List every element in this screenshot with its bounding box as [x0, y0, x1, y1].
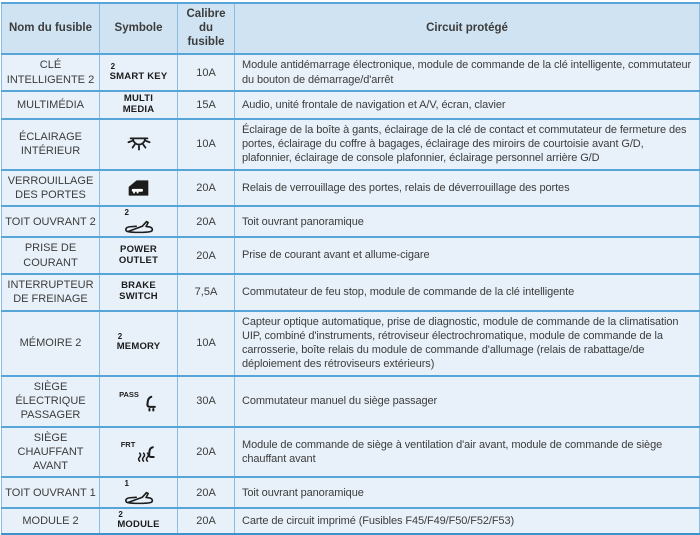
fuse-name-cell: SIÈGE CHAUFFANT AVANT [2, 427, 100, 478]
fuse-symbol-cell [100, 477, 178, 508]
fuse-symbol-cell [100, 170, 178, 207]
fuse-table-header [2, 3, 700, 54]
fuse-rating-cell: 20A [178, 170, 235, 207]
table-row [2, 508, 700, 534]
symbol-main [110, 72, 168, 83]
table-row [2, 91, 700, 119]
table-row [2, 477, 700, 508]
fuse-name-cell: CLÉ INTELLIGENTE 2 [2, 54, 100, 91]
table-row [2, 427, 700, 478]
symbol-text: SMART KEY [109, 70, 168, 82]
table-row [2, 54, 700, 91]
fuse-symbol-cell [100, 311, 178, 376]
fuse-circuit-cell: Prise de courant avant et allume-cigare [235, 237, 700, 274]
fuse-rating-cell: 30A [178, 376, 235, 427]
fuse-name-cell: MÉMOIRE 2 [2, 311, 100, 376]
symbol-main [119, 245, 158, 267]
fuse-symbol [117, 511, 159, 531]
symbol-main [117, 520, 159, 531]
fuse-rating-cell: 15A [178, 91, 235, 119]
symbol-superscript: 1 [124, 479, 129, 489]
fuse-symbol [117, 333, 161, 353]
fuse-circuit-cell: Capteur optique automatique, prise de diagnostic, module de commande de la climatisation UIP, combiné d'instruments, rétroviseur électrochromatique, module de commande de la carrosserie, boîte relais du module de commande d'allumage (relais de rabattage/de déploiement des rétroviseurs extérieurs) [235, 311, 700, 376]
fuse-symbol [124, 480, 154, 505]
symbol-text: POWER OUTLET [118, 243, 159, 266]
symbol-main [119, 390, 158, 413]
fuse-rating-cell: 10A [178, 54, 235, 91]
symbol-main [124, 489, 154, 505]
sunroof-car-icon [124, 218, 154, 234]
header-row [2, 3, 700, 54]
fuse-name-cell: VERROUILLAGE DES PORTES [2, 170, 100, 207]
fuse-name-cell: TOIT OUVRANT 1 [2, 477, 100, 508]
fuse-symbol [126, 179, 151, 197]
fuse-symbol-cell [100, 119, 178, 170]
fuse-rating-cell: 10A [178, 311, 235, 376]
fuse-circuit-cell: Module antidémarrage électronique, module de commande de la clé intelligente, commutateur du bouton de démarrage/d'arrêt [235, 54, 700, 91]
fuse-name-cell: TOIT OUVRANT 2 [2, 206, 100, 237]
fuse-circuit-cell: Audio, unité frontale de navigation et A/V, écran, clavier [235, 91, 700, 119]
fuse-circuit-cell: Carte de circuit imprimé (Fusibles F45/F49/F50/F52/F53) [235, 508, 700, 534]
fuse-circuit-cell: Commutateur de feu stop, module de commande de la clé intelligente [235, 274, 700, 311]
fuse-circuit-cell: Module de commande de siège à ventilation d'air avant, module de commande de siège chauffant avant [235, 427, 700, 478]
fuse-symbol [110, 63, 168, 83]
fuse-symbol-cell [100, 274, 178, 311]
fuse-rating-cell: 20A [178, 427, 235, 478]
fuse-rating-cell: 20A [178, 508, 235, 534]
symbol-main [124, 218, 154, 234]
fuse-table [1, 2, 700, 535]
fuse-rating-cell: 20A [178, 477, 235, 508]
fuse-symbol-cell [100, 54, 178, 91]
symbol-superscript: 2 [110, 61, 116, 71]
fuse-symbol [124, 209, 154, 234]
header-fuse-name: Nom du fusible [2, 3, 100, 54]
fuse-symbol [123, 94, 155, 116]
fuse-symbol [121, 440, 157, 464]
seat-icon [140, 395, 158, 413]
fuse-symbol [119, 245, 158, 267]
table-row [2, 206, 700, 237]
fuse-rating-cell: 7,5A [178, 274, 235, 311]
fuse-symbol-cell [100, 376, 178, 427]
fuse-circuit-cell: Toit ouvrant panoramique [235, 206, 700, 237]
table-row [2, 274, 700, 311]
fuse-symbol [119, 281, 158, 303]
table-row [2, 237, 700, 274]
fuse-symbol [119, 390, 158, 413]
sunroof-car-icon [124, 489, 154, 505]
fuse-circuit-cell: Éclairage de la boîte à gants, éclairage de la clé de contact et commutateur de fermeture des portes, éclairage du coffre à bagages, éclairage des miroirs de courtoisie avant G/D, plafonnier, éclairage de console plafonnier, éclairage personnel arrière G/D [235, 119, 700, 170]
fuse-symbol-cell [100, 427, 178, 478]
fuse-rating-cell: 10A [178, 119, 235, 170]
fuse-name-cell: INTERRUPTEUR DE FREINAGE [2, 274, 100, 311]
symbol-main [123, 94, 155, 116]
table-row [2, 376, 700, 427]
table-row [2, 311, 700, 376]
symbol-text: BRAKE SWITCH [119, 280, 158, 303]
symbol-main [121, 440, 157, 464]
fuse-rating-cell: 20A [178, 206, 235, 237]
fuse-symbol-cell [100, 237, 178, 274]
fuse-name-cell: MODULE 2 [2, 508, 100, 534]
fuse-circuit-cell: Toit ouvrant panoramique [235, 477, 700, 508]
fuse-name-cell: PRISE DE COURANT [2, 237, 100, 274]
table-row [2, 119, 700, 170]
dome-light-icon [124, 135, 154, 154]
table-row [2, 170, 700, 207]
symbol-text: MEMORY [116, 341, 161, 353]
fuse-rating-cell: 20A [178, 237, 235, 274]
fuse-circuit-cell: Relais de verrouillage des portes, relais de déverrouillage des portes [235, 170, 700, 207]
fuse-symbol-cell [100, 206, 178, 237]
fuse-name-cell: SIÈGE ÉLECTRIQUE PASSAGER [2, 376, 100, 427]
header-rating: Calibre du fusible [178, 3, 235, 54]
header-circuit: Circuit protégé [235, 3, 700, 54]
symbol-main [124, 135, 154, 154]
symbol-text: MULTI MEDIA [122, 92, 155, 115]
symbol-main [117, 342, 161, 353]
symbol-main [119, 281, 158, 303]
symbol-position-label: FRT [120, 440, 136, 450]
symbol-superscript: 2 [124, 208, 129, 218]
symbol-superscript: 2 [118, 510, 123, 520]
fuse-symbol [124, 135, 154, 154]
fuse-circuit-cell: Commutateur manuel du siège passager [235, 376, 700, 427]
header-symbol: Symbole [100, 3, 178, 54]
fuse-table-body [2, 54, 700, 534]
fuse-symbol-cell [100, 91, 178, 119]
symbol-position-label: PASS [119, 389, 139, 399]
fuse-symbol-cell [100, 508, 178, 534]
fuse-name-cell: ÉCLAIRAGE INTÉRIEUR [2, 119, 100, 170]
symbol-superscript: 2 [117, 332, 123, 342]
door-key-icon [126, 179, 151, 197]
symbol-text: MODULE [117, 519, 160, 531]
symbol-main [126, 179, 151, 197]
fuse-name-cell: MULTIMÉDIA [2, 91, 100, 119]
